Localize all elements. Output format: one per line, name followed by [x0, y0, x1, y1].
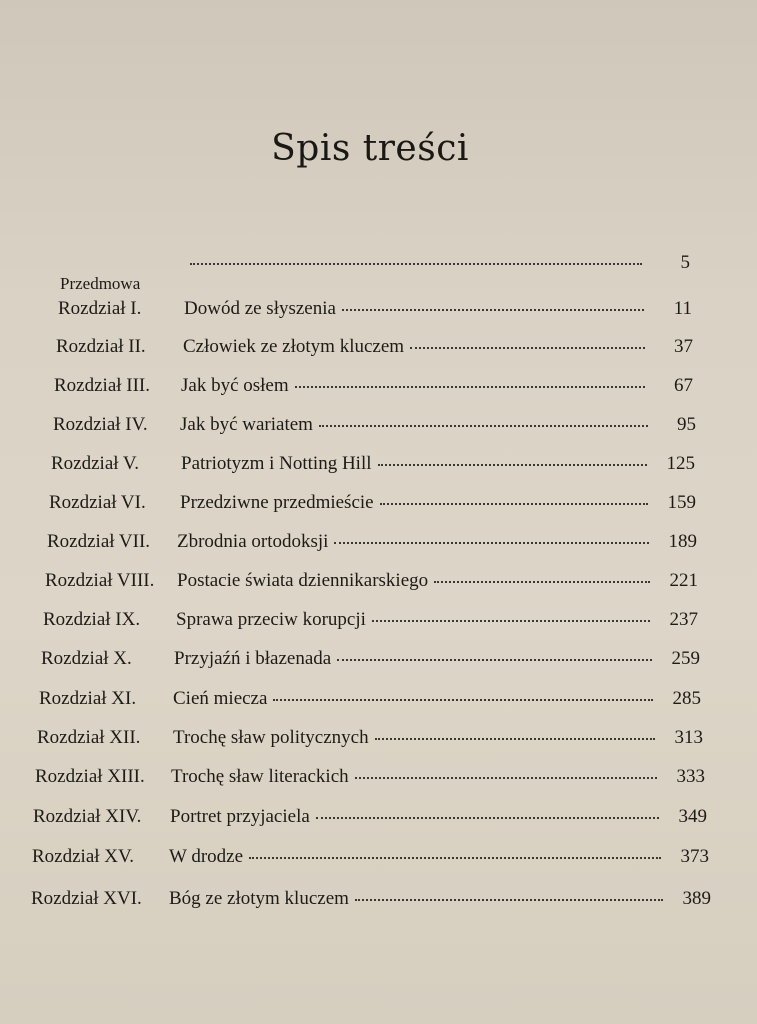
- dot-leader: [434, 581, 650, 583]
- toc-page-number: 373: [680, 846, 709, 867]
- toc-label: Rozdział XI.: [39, 688, 137, 709]
- toc-page-number: 259: [671, 648, 700, 669]
- toc-leader: [180, 414, 696, 436]
- toc-entry: [58, 298, 698, 328]
- dot-leader: [375, 738, 655, 740]
- toc-leader: [173, 727, 703, 749]
- toc-entry: [33, 806, 713, 836]
- dot-leader: [355, 777, 657, 779]
- toc-entry: [53, 414, 696, 444]
- toc-title: Cień miecza: [173, 688, 268, 709]
- toc-label: Rozdział V.: [51, 453, 139, 474]
- toc-entry: [43, 609, 703, 639]
- toc-leader: [169, 888, 711, 910]
- toc-title: Zbrodnia ortodoksji: [177, 531, 329, 552]
- toc-leader: [177, 531, 697, 553]
- toc-page-number: 11: [673, 298, 692, 319]
- dot-leader: [273, 699, 653, 701]
- toc-page-number: 95: [677, 414, 696, 435]
- toc-label: Rozdział XIV.: [33, 806, 142, 827]
- toc-leader: [184, 252, 690, 274]
- toc-label: Rozdział XVI.: [31, 888, 142, 909]
- toc-leader: [181, 453, 695, 475]
- toc-title: Patriotyzm i Notting Hill: [181, 453, 372, 474]
- toc-entry: [31, 888, 721, 918]
- toc-leader: [183, 336, 693, 358]
- toc-entry: [41, 648, 701, 678]
- dot-leader: [378, 464, 647, 466]
- toc-leader: [171, 766, 705, 788]
- toc-title: Bóg ze złotym kluczem: [169, 888, 349, 909]
- toc-title: Dowód ze słyszenia: [184, 298, 336, 319]
- toc-label: Rozdział III.: [54, 375, 151, 396]
- toc-entry: [56, 336, 696, 366]
- toc-title: Człowiek ze złotym kluczem: [183, 336, 405, 357]
- toc-label: Rozdział XV.: [32, 846, 135, 867]
- toc-page-number: 333: [676, 766, 705, 787]
- toc-label: Rozdział VIII.: [45, 570, 155, 591]
- toc-page-number: 389: [682, 888, 711, 909]
- toc-label: Rozdział VI.: [49, 492, 146, 513]
- toc-title: Trochę sław literackich: [171, 766, 349, 787]
- toc-title: Jak być wariatem: [180, 414, 313, 435]
- toc-entry: [39, 688, 704, 718]
- toc-leader: [176, 609, 698, 631]
- toc-entry: [54, 375, 694, 405]
- toc-entry: [32, 846, 712, 876]
- toc-leader: [173, 688, 701, 710]
- toc-page-number: 159: [667, 492, 696, 513]
- toc-label: Przedmowa: [60, 274, 141, 293]
- toc-entry: [60, 252, 700, 293]
- toc-title: Postacie świata dziennikarskiego: [177, 570, 429, 591]
- toc-page-number: 189: [668, 531, 697, 552]
- dot-leader: [337, 659, 652, 661]
- dot-leader: [334, 542, 649, 544]
- dot-leader: [319, 425, 648, 427]
- toc-page-number: 313: [674, 727, 703, 748]
- dot-leader: [372, 620, 650, 622]
- toc-entry: [51, 453, 701, 483]
- toc-page-number: 5: [680, 252, 690, 273]
- toc-leader: [181, 375, 693, 397]
- toc-leader: [174, 648, 700, 670]
- toc-title: Przedziwne przedmieście: [180, 492, 374, 513]
- dot-leader: [295, 386, 645, 388]
- toc-entry: [49, 492, 699, 522]
- toc-label: Rozdział XIII.: [35, 766, 145, 787]
- toc-label: Rozdział XII.: [37, 727, 141, 748]
- toc-page-number: 221: [669, 570, 698, 591]
- toc-title: Portret przyjaciela: [170, 806, 310, 827]
- toc-label: Rozdział IV.: [53, 414, 148, 435]
- toc-page-number: 125: [666, 453, 695, 474]
- toc-entry: [47, 531, 697, 561]
- toc-entry: [37, 727, 707, 757]
- toc-entry: [45, 570, 705, 600]
- toc-label: Rozdział VII.: [47, 531, 151, 552]
- dot-leader: [380, 503, 648, 505]
- toc-title: Sprawa przeciw korupcji: [176, 609, 366, 630]
- toc-label: Rozdział II.: [56, 336, 146, 357]
- dot-leader: [410, 347, 645, 349]
- toc-entry: [35, 766, 705, 796]
- toc-page-number: 237: [669, 609, 698, 630]
- toc-label: Rozdział I.: [58, 298, 142, 319]
- toc-title: Trochę sław politycznych: [173, 727, 369, 748]
- toc-title: Jak być osłem: [181, 375, 289, 396]
- dot-leader: [316, 817, 659, 819]
- toc-leader: [177, 570, 698, 592]
- toc-leader: [184, 298, 692, 320]
- toc-page-number: 67: [674, 375, 693, 396]
- toc-page-number: 285: [672, 688, 701, 709]
- toc-leader: [170, 806, 707, 828]
- toc-page-number: 37: [674, 336, 693, 357]
- toc-leader: [169, 846, 709, 868]
- page-title: Spis treści: [271, 128, 469, 169]
- dot-leader: [249, 857, 661, 859]
- toc-label: Rozdział IX.: [43, 609, 141, 630]
- dot-leader: [190, 263, 642, 265]
- toc-title: Przyjaźń i błazenada: [174, 648, 332, 669]
- dot-leader: [342, 309, 644, 311]
- toc-label: Rozdział X.: [41, 648, 132, 669]
- toc-page-number: 349: [678, 806, 707, 827]
- toc-title: W drodze: [169, 846, 244, 867]
- toc-leader: [180, 492, 696, 514]
- dot-leader: [355, 899, 663, 901]
